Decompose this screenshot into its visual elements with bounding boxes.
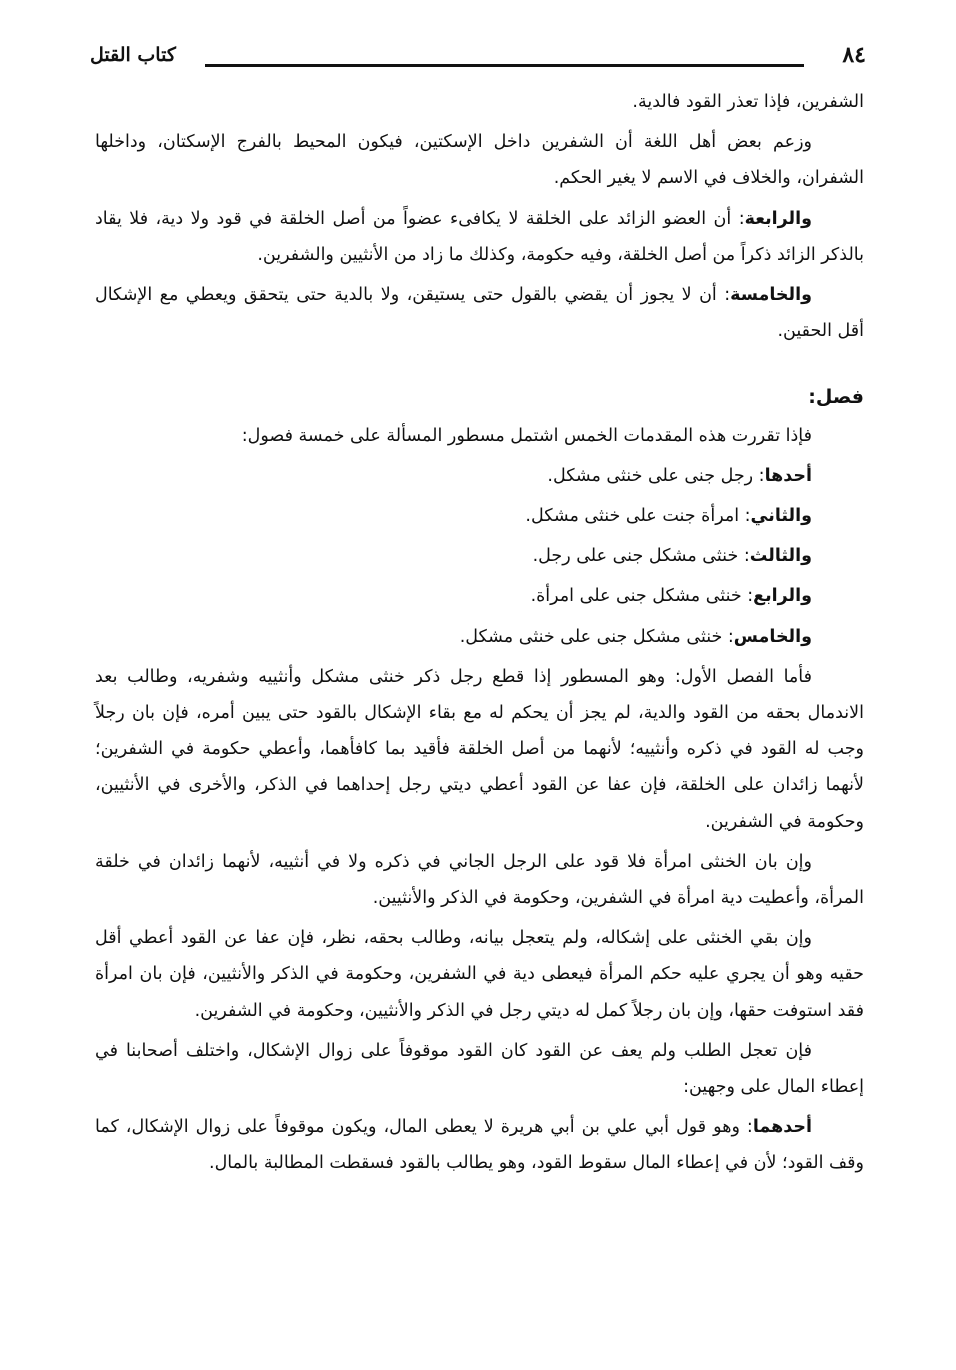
section-heading: فصل: — [808, 386, 864, 409]
paragraph-text: : أن العضو الزائد على الخلقة لا يكافىء عضواً من أصل الخلقة في قود ولا دية، فلا يقاد بالذكر الزائد ذكراً من أصل الخلقة، وفيه حكومة، وكذلك ما زاد من الأنثيين والشفرين. — [95, 208, 864, 265]
paragraph: الشفرين، فإذا تعذر القود فالدية. — [632, 92, 864, 112]
page-body — [95, 84, 864, 1186]
item-label: أحدها — [764, 465, 812, 486]
list-item — [95, 498, 864, 534]
item-label: والخامس — [733, 626, 812, 647]
item-text: : امرأة جنت على خنثى مشكل. — [525, 506, 751, 527]
paragraph-label: والرابعة — [744, 208, 812, 229]
paragraph-label: أحدهما — [752, 1117, 812, 1138]
item-text: : خنثى مشكل جنى على رجل. — [532, 546, 750, 567]
list-item — [95, 538, 864, 574]
paragraph-label: والخامسة — [730, 285, 812, 306]
paragraph: وإن بقي الخنثى على إشكاله، ولم يتعجل بيانه، وطالب بحقه، نظر، فإن عفا عن القود أعطي أقل حقيه وهو أن يجري عليه حكم المرأة فيعطى دية في الشفرين، وحكومة في الذكر والأنثيين، فإن بان امرأة فقد استوفت حقها، وإن بان رجلاً كمل له ديتي رجل في الذكر والأنثيين، وحكومة في الشفرين. — [95, 928, 864, 1021]
paragraph — [95, 277, 864, 349]
paragraph: فإذا تقررت هذه المقدمات الخمس اشتمل مسطور المسألة على خمسة فصول: — [241, 425, 812, 446]
item-label: والثالث — [749, 546, 812, 567]
paragraph: فإن تعجل الطلب ولم يعف عن القود كان القود موقوفاً على زوال الإشكال، واختلف أصحابنا في إعطاء المال على وجهين: — [95, 1040, 864, 1098]
paragraph-text: : وهو قول أبي علي بن أبي هريرة لا يعطى المال، ويكون موقوفاً على زوال الإشكال، كما وقف القود؛ لأن في إعطاء المال سقوط القود، وهو يطالب بالقود فسقطت المطالبة بالمال. — [95, 1117, 864, 1174]
item-text: : خنثى مشكل جنى على امرأة. — [530, 586, 754, 607]
list-item — [95, 619, 864, 655]
item-label: والرابع — [753, 586, 812, 607]
item-text: : خنثى مشكل جنى على خنثى مشكل. — [459, 626, 734, 647]
paragraph: فأما الفصل الأول: وهو المسطور إذا قطع رجل ذكر خنثى مشكل وأنثييه وشفريه، وطالب بعد الاندمال بحقه من القود والدية، لم يجز أن يحكم له مع بقاء الإشكال بالقود حتى يبين أمره، فإن بان رجلاً وجب له القود في ذكره وأنثييه؛ لأنهما من أصل الخلقة فأقيد بما كافأهما، وأعطي حكومة في الشفرين؛ لأنهما زائدان على الخلقة، فإن عفا عن القود أعطي ديتي رجل إحداهما في الذكر، والأخرى في الأنثيين، وحكومة في الشفرين. — [95, 666, 864, 832]
list-item — [95, 578, 864, 614]
paragraph: وإن بان الخنثى امرأة فلا قود على الرجل الجاني في ذكره ولا في أنثييه، لأنهما زائدان في خلقة المرأة، وأعطيت دية امرأة في الشفرين، وحكومة في الذكر والأنثيين. — [95, 851, 864, 909]
list-item — [95, 458, 864, 494]
paragraph — [95, 201, 864, 273]
paragraph-text: : أن لا يجوز أن يقضي بالقول حتى يستيقن، ولا بالدية حتى يتحقق ويعطي مع الإشكال أقل الحقين. — [95, 285, 864, 342]
item-label: والثاني — [750, 506, 812, 527]
header-rule — [205, 64, 804, 67]
item-text: : رجل جنى على خنثى مشكل. — [547, 465, 765, 486]
paragraph: وزعم بعض أهل اللغة أن الشفرين داخل الإسكتين، فيكون المحيط بالفرج الإسكتان، وداخلها الشفران، والخلاف في الاسم لا يغير الحكم. — [95, 132, 864, 189]
paragraph — [95, 1109, 864, 1181]
page-number: ٨٤ — [842, 42, 866, 68]
running-title: كتاب القتل — [90, 44, 176, 66]
page-header — [90, 40, 866, 80]
